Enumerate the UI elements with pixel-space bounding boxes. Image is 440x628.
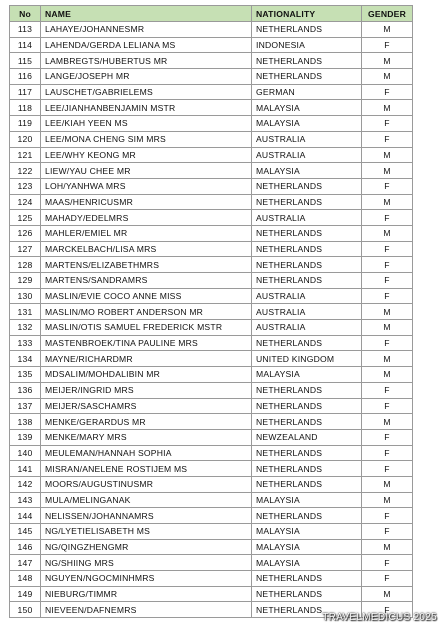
header-row <box>10 6 413 22</box>
cell-gender: F <box>362 37 413 53</box>
cell-name: NG/LYETIELISABETH MS <box>41 524 252 540</box>
cell-nationality: AUSTRALIA <box>252 288 362 304</box>
cell-nationality: NETHERLANDS <box>252 602 362 618</box>
cell-name: NG/SHIING MRS <box>41 555 252 571</box>
cell-name: MENKE/GERARDUS MR <box>41 414 252 430</box>
cell-gender: M <box>362 351 413 367</box>
cell-gender: M <box>362 53 413 69</box>
cell-gender: F <box>362 445 413 461</box>
cell-no: 138 <box>10 414 41 430</box>
col-header-no: No <box>10 6 41 22</box>
table-body <box>10 22 413 618</box>
cell-gender: F <box>362 257 413 273</box>
cell-nationality: MALAYSIA <box>252 539 362 555</box>
table-row <box>10 210 413 226</box>
cell-gender: M <box>362 147 413 163</box>
cell-name: LIEW/YAU CHEE MR <box>41 163 252 179</box>
cell-nationality: NETHERLANDS <box>252 586 362 602</box>
cell-name: MULA/MELINGANAK <box>41 492 252 508</box>
table-row <box>10 273 413 289</box>
cell-name: MAAS/HENRICUSMR <box>41 194 252 210</box>
cell-gender: M <box>362 476 413 492</box>
cell-nationality: INDONESIA <box>252 37 362 53</box>
cell-no: 114 <box>10 37 41 53</box>
cell-name: MAYNE/RICHARDMR <box>41 351 252 367</box>
table-row <box>10 147 413 163</box>
cell-gender: F <box>362 602 413 618</box>
table-row <box>10 320 413 336</box>
cell-name: MISRAN/ANELENE ROSTIJEM MS <box>41 461 252 477</box>
col-header-name: NAME <box>41 6 252 22</box>
cell-name: NELISSEN/JOHANNAMRS <box>41 508 252 524</box>
cell-nationality: AUSTRALIA <box>252 304 362 320</box>
cell-gender: F <box>362 382 413 398</box>
cell-nationality: MALAYSIA <box>252 163 362 179</box>
cell-nationality: MALAYSIA <box>252 524 362 540</box>
cell-name: NG/QINGZHENGMR <box>41 539 252 555</box>
cell-name: MASLIN/EVIE COCO ANNE MISS <box>41 288 252 304</box>
table-row <box>10 53 413 69</box>
cell-no: 145 <box>10 524 41 540</box>
table-row <box>10 22 413 38</box>
cell-no: 129 <box>10 273 41 289</box>
table-row <box>10 398 413 414</box>
cell-nationality: MALAYSIA <box>252 100 362 116</box>
cell-no: 150 <box>10 602 41 618</box>
cell-gender: M <box>362 492 413 508</box>
cell-name: MDSALIM/MOHDALIBIN MR <box>41 367 252 383</box>
table-row <box>10 225 413 241</box>
cell-gender: F <box>362 84 413 100</box>
cell-no: 126 <box>10 225 41 241</box>
cell-name: LEE/KIAH YEEN MS <box>41 116 252 132</box>
cell-gender: F <box>362 241 413 257</box>
cell-nationality: NETHERLANDS <box>252 257 362 273</box>
passenger-table <box>9 5 413 618</box>
table-row <box>10 539 413 555</box>
cell-gender: F <box>362 555 413 571</box>
cell-no: 119 <box>10 116 41 132</box>
passenger-list-sheet <box>9 5 413 618</box>
table-row <box>10 241 413 257</box>
table-row <box>10 524 413 540</box>
cell-gender: F <box>362 571 413 587</box>
table-row <box>10 492 413 508</box>
cell-gender: M <box>362 163 413 179</box>
cell-nationality: NETHERLANDS <box>252 508 362 524</box>
cell-no: 146 <box>10 539 41 555</box>
cell-no: 113 <box>10 22 41 38</box>
cell-no: 139 <box>10 429 41 445</box>
cell-no: 149 <box>10 586 41 602</box>
cell-no: 144 <box>10 508 41 524</box>
cell-nationality: NETHERLANDS <box>252 225 362 241</box>
cell-gender: F <box>362 131 413 147</box>
cell-name: MAHLER/EMIEL MR <box>41 225 252 241</box>
cell-no: 118 <box>10 100 41 116</box>
cell-no: 143 <box>10 492 41 508</box>
cell-name: MAHADY/EDELMRS <box>41 210 252 226</box>
cell-name: LAUSCHET/GABRIELEMS <box>41 84 252 100</box>
cell-name: MARTENS/ELIZABETHMRS <box>41 257 252 273</box>
cell-no: 127 <box>10 241 41 257</box>
cell-name: LOH/YANHWA MRS <box>41 178 252 194</box>
cell-nationality: AUSTRALIA <box>252 210 362 226</box>
cell-name: MASTENBROEK/TINA PAULINE MRS <box>41 335 252 351</box>
cell-gender: M <box>362 100 413 116</box>
table-row <box>10 571 413 587</box>
table-row <box>10 100 413 116</box>
cell-gender: M <box>362 320 413 336</box>
table-row <box>10 84 413 100</box>
cell-gender: M <box>362 194 413 210</box>
cell-nationality: NETHERLANDS <box>252 335 362 351</box>
cell-no: 147 <box>10 555 41 571</box>
table-row <box>10 414 413 430</box>
table-row <box>10 194 413 210</box>
cell-nationality: NETHERLANDS <box>252 241 362 257</box>
cell-name: MASLIN/OTIS SAMUEL FREDERICK MSTR <box>41 320 252 336</box>
table-row <box>10 367 413 383</box>
cell-name: MASLIN/MO ROBERT ANDERSON MR <box>41 304 252 320</box>
table-row <box>10 445 413 461</box>
cell-nationality: NETHERLANDS <box>252 571 362 587</box>
cell-nationality: NETHERLANDS <box>252 414 362 430</box>
table-row <box>10 37 413 53</box>
cell-gender: F <box>362 335 413 351</box>
cell-gender: M <box>362 539 413 555</box>
cell-no: 131 <box>10 304 41 320</box>
cell-name: NIEVEEN/DAFNEMRS <box>41 602 252 618</box>
cell-name: LAHENDA/GERDA LELIANA MS <box>41 37 252 53</box>
cell-nationality: MALAYSIA <box>252 116 362 132</box>
table-row <box>10 429 413 445</box>
table-row <box>10 163 413 179</box>
cell-no: 125 <box>10 210 41 226</box>
table-row <box>10 69 413 85</box>
cell-nationality: NETHERLANDS <box>252 273 362 289</box>
cell-name: LAMBREGTS/HUBERTUS MR <box>41 53 252 69</box>
cell-nationality: NETHERLANDS <box>252 398 362 414</box>
table-row <box>10 288 413 304</box>
cell-no: 123 <box>10 178 41 194</box>
cell-no: 128 <box>10 257 41 273</box>
cell-no: 124 <box>10 194 41 210</box>
cell-gender: F <box>362 288 413 304</box>
cell-nationality: NETHERLANDS <box>252 461 362 477</box>
cell-gender: F <box>362 461 413 477</box>
cell-no: 116 <box>10 69 41 85</box>
cell-nationality: NETHERLANDS <box>252 194 362 210</box>
cell-no: 137 <box>10 398 41 414</box>
cell-no: 136 <box>10 382 41 398</box>
cell-gender: F <box>362 178 413 194</box>
cell-name: MARCKELBACH/LISA MRS <box>41 241 252 257</box>
cell-gender: F <box>362 273 413 289</box>
table-row <box>10 586 413 602</box>
table-row <box>10 131 413 147</box>
cell-nationality: NETHERLANDS <box>252 69 362 85</box>
cell-gender: F <box>362 524 413 540</box>
table-row <box>10 304 413 320</box>
table-header <box>10 6 413 22</box>
cell-name: MEULEMAN/HANNAH SOPHIA <box>41 445 252 461</box>
cell-name: NIEBURG/TIMMR <box>41 586 252 602</box>
cell-gender: F <box>362 508 413 524</box>
cell-name: MENKE/MARY MRS <box>41 429 252 445</box>
cell-name: MEIJER/SASCHAMRS <box>41 398 252 414</box>
table-row <box>10 476 413 492</box>
table-row <box>10 555 413 571</box>
cell-gender: M <box>362 367 413 383</box>
table-row <box>10 335 413 351</box>
table-row <box>10 508 413 524</box>
cell-gender: M <box>362 22 413 38</box>
cell-no: 141 <box>10 461 41 477</box>
cell-nationality: NETHERLANDS <box>252 22 362 38</box>
cell-name: LANGE/JOSEPH MR <box>41 69 252 85</box>
cell-name: MOORS/AUGUSTINUSMR <box>41 476 252 492</box>
cell-no: 120 <box>10 131 41 147</box>
cell-no: 134 <box>10 351 41 367</box>
cell-nationality: NETHERLANDS <box>252 178 362 194</box>
cell-no: 140 <box>10 445 41 461</box>
cell-nationality: MALAYSIA <box>252 492 362 508</box>
cell-nationality: GERMAN <box>252 84 362 100</box>
table-row <box>10 116 413 132</box>
watermark: TRAVELMEDICUS 2025 <box>322 612 437 623</box>
table-row <box>10 257 413 273</box>
cell-name: NGUYEN/NGOCMINHMRS <box>41 571 252 587</box>
cell-gender: M <box>362 414 413 430</box>
cell-no: 130 <box>10 288 41 304</box>
cell-gender: M <box>362 69 413 85</box>
cell-gender: F <box>362 116 413 132</box>
cell-gender: F <box>362 429 413 445</box>
cell-no: 142 <box>10 476 41 492</box>
cell-no: 133 <box>10 335 41 351</box>
cell-nationality: MALAYSIA <box>252 367 362 383</box>
table-row <box>10 461 413 477</box>
cell-nationality: UNITED KINGDOM <box>252 351 362 367</box>
cell-nationality: AUSTRALIA <box>252 147 362 163</box>
cell-no: 117 <box>10 84 41 100</box>
cell-nationality: NETHERLANDS <box>252 382 362 398</box>
cell-name: MARTENS/SANDRAMRS <box>41 273 252 289</box>
cell-nationality: NETHERLANDS <box>252 445 362 461</box>
cell-no: 121 <box>10 147 41 163</box>
cell-nationality: NEWZEALAND <box>252 429 362 445</box>
cell-no: 135 <box>10 367 41 383</box>
table-row <box>10 351 413 367</box>
cell-name: LAHAYE/JOHANNESMR <box>41 22 252 38</box>
cell-name: LEE/MONA CHENG SIM MRS <box>41 131 252 147</box>
cell-no: 148 <box>10 571 41 587</box>
cell-name: LEE/WHY KEONG MR <box>41 147 252 163</box>
cell-gender: F <box>362 398 413 414</box>
cell-nationality: MALAYSIA <box>252 555 362 571</box>
cell-gender: M <box>362 225 413 241</box>
cell-name: MEIJER/INGRID MRS <box>41 382 252 398</box>
cell-no: 122 <box>10 163 41 179</box>
table-row <box>10 382 413 398</box>
cell-gender: M <box>362 304 413 320</box>
cell-nationality: NETHERLANDS <box>252 476 362 492</box>
cell-no: 132 <box>10 320 41 336</box>
cell-gender: M <box>362 586 413 602</box>
col-header-nationality: NATIONALITY <box>252 6 362 22</box>
cell-nationality: NETHERLANDS <box>252 53 362 69</box>
cell-no: 115 <box>10 53 41 69</box>
cell-gender: F <box>362 210 413 226</box>
cell-nationality: AUSTRALIA <box>252 131 362 147</box>
cell-nationality: AUSTRALIA <box>252 320 362 336</box>
table-row <box>10 178 413 194</box>
cell-name: LEE/JIANHANBENJAMIN MSTR <box>41 100 252 116</box>
col-header-gender: GENDER <box>362 6 413 22</box>
